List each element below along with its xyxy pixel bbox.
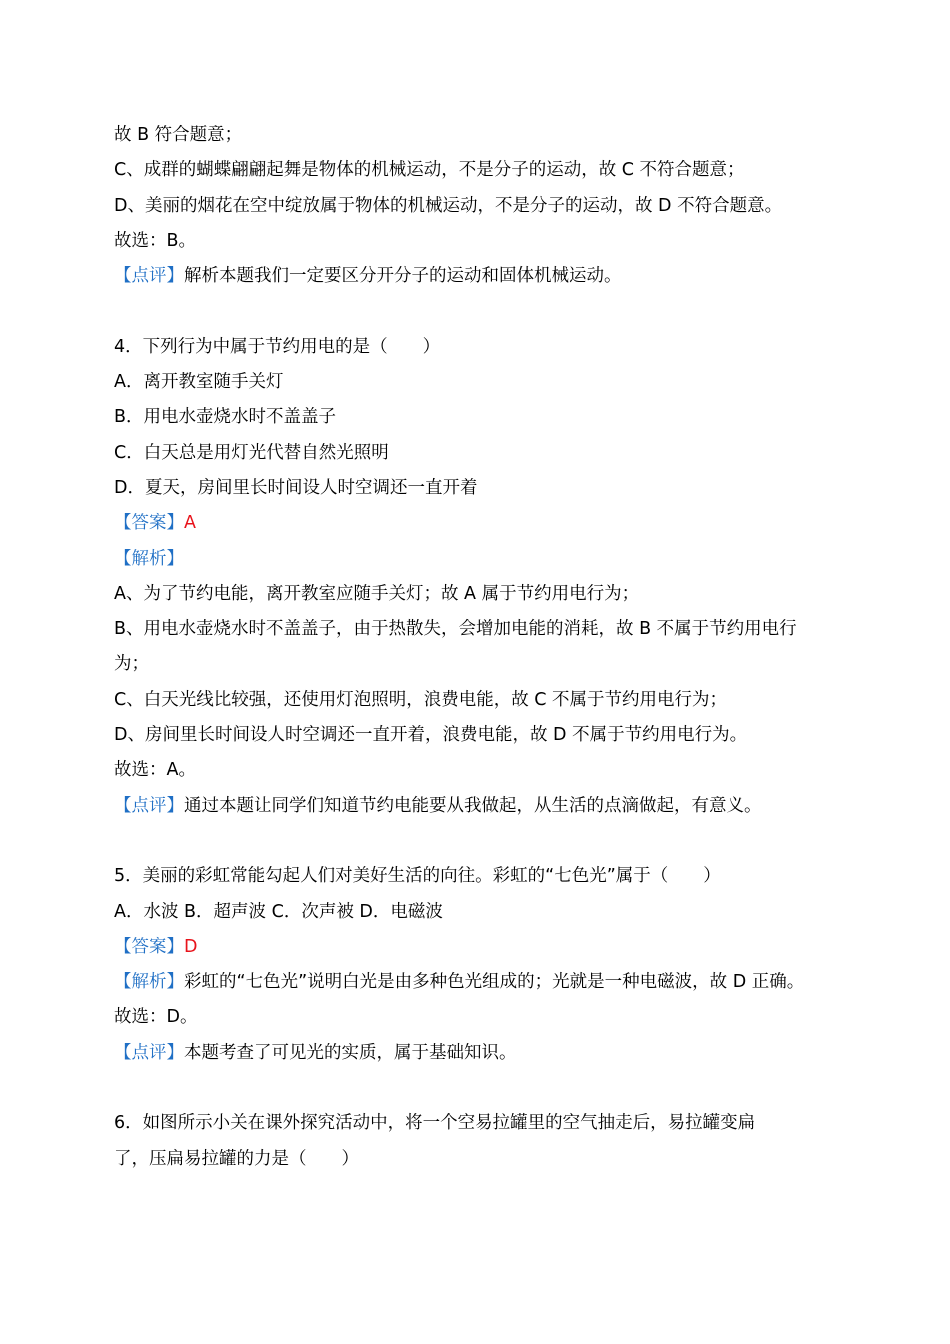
q6-stem-line: 6．如图所示小关在课外探究活动中，将一个空易拉罐里的空气抽走后，易拉罐变扁 [114, 1113, 756, 1134]
q4-analysis-line: D、房间里长时间设人时空调还一直开着，浪费电能，故 D 不属于节约用电行为。 [114, 725, 748, 746]
comment-text: 本题考查了可见光的实质，属于基础知识。 [184, 1042, 517, 1063]
q4-option: D．夏天，房间里长时间设人时空调还一直开着 [114, 477, 478, 498]
q3-comment [114, 259, 844, 294]
comment-text: 解析本题我们一定要区分开分子的运动和固体机械运动。 [184, 266, 622, 287]
q4-answer [114, 506, 844, 541]
q4-comment [114, 789, 844, 824]
q4-stem: 4．下列行为中属于节约用电的是（ ） [114, 336, 441, 357]
q4-analysis-tag: 【解析】 [114, 548, 184, 569]
q3-analysis-line: D、美丽的烟花在空中绽放属于物体的机械运动，不是分子的运动，故 D 不符合题意。 [114, 195, 783, 216]
comment-tag: 【点评】 [114, 795, 184, 816]
q4-analysis-line: 为； [114, 654, 149, 675]
q4-option: B．用电水壶烧水时不盖盖子 [114, 407, 337, 428]
q5-options: A．水波 B．超声波 C．次声被 D．电磁波 [114, 901, 443, 922]
q4-analysis-line: C、白天光线比较强，还使用灯泡照明，浪费电能，故 C 不属于节约用电行为； [114, 689, 728, 710]
q4-option: A．离开教室随手关灯 [114, 372, 284, 393]
analysis-tag: 【解析】 [114, 972, 184, 993]
comment-tag: 【点评】 [114, 1042, 184, 1063]
q4-choice: 故选：A。 [114, 760, 196, 781]
analysis-text: 彩虹的“七色光”说明白光是由多种色光组成的；光就是一种电磁波，故 D 正确。 [184, 972, 805, 993]
answer-tag: 【答案】 [114, 936, 184, 957]
q3-analysis-line: 故 B 符合题意； [114, 125, 243, 145]
comment-tag: 【点评】 [114, 266, 184, 287]
q3-analysis-line: C、成群的蝴蝶翩翩起舞是物体的机械运动，不是分子的运动，故 C 不符合题意； [114, 160, 745, 181]
answer-value: D [184, 936, 198, 957]
q5-comment [114, 1036, 844, 1071]
q5-choice: 故选：D。 [114, 1007, 198, 1028]
q5-answer [114, 930, 844, 965]
q4-analysis-line: A、为了节约电能，离开教室应随手关灯；故 A 属于节约用电行为； [114, 583, 640, 604]
answer-tag: 【答案】 [114, 513, 184, 534]
q4-option: C．白天总是用灯光代替自然光照明 [114, 442, 389, 463]
answer-value: A [184, 513, 196, 534]
q4-analysis-line: B、用电水壶烧水时不盖盖子，由于热散失，会增加电能的消耗，故 B 不属于节约用电行 [114, 619, 797, 640]
q6-stem-line: 了，压扁易拉罐的力是（ ） [114, 1148, 359, 1169]
comment-text: 通过本题让同学们知道节约电能要从我做起，从生活的点滴做起，有意义。 [184, 795, 762, 816]
document-page [114, 118, 844, 1177]
q3-choice: 故选：B。 [114, 230, 197, 251]
q5-stem: 5．美丽的彩虹常能勾起人们对美好生活的向往。彩虹的“七色光”属于（ ） [114, 866, 721, 887]
q5-analysis [114, 965, 844, 1000]
